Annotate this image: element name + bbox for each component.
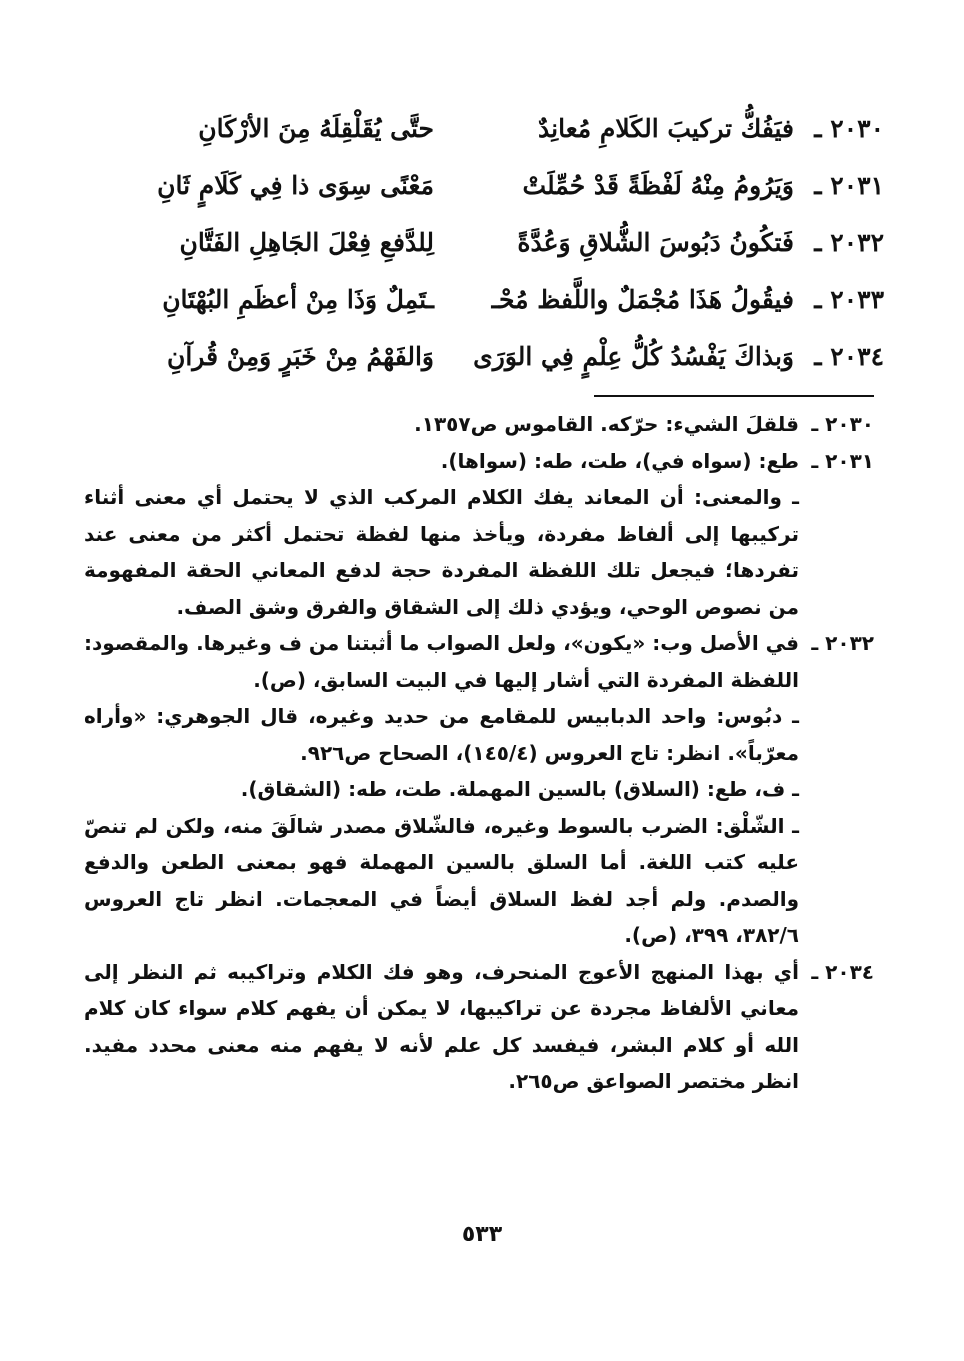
footnotes [84,406,874,1100]
footnote-paragraph: في الأصل وب: «يكون»، ولعل الصواب ما أثبتنا من ف وغيرها. والمقصود: اللفظة المفردة التي أشار إليها في البيت السابق، (ص). [84,631,799,692]
footnote-number: ٢٠٣٤ ـ [811,959,874,984]
footnote-number: ٢٠٣١ ـ [811,448,874,473]
footnote-body [84,954,799,1100]
footnote [84,954,874,1100]
verse-first-hemistich: وَبذاكَ يَفْسُدُ كُلُّ عِلْمٍ فِي الوَرَى [473,342,794,371]
verse-second-hemistich: حتَّى يُقَلْقِلَهُ مِنَ الأرْكَانِ [198,114,434,143]
footnote-paragraph: طع: (سواه في)، طت، طه: (سواها). [440,448,799,473]
verse-number: ٢٠٣٢ ـ [814,228,884,257]
footnote-separator [594,395,874,397]
page-number: ٥٣٣ [461,1222,503,1247]
footnote [84,406,874,443]
footnote-paragraph: ـ دبُوس: واحد الدبابيس للمقامع من حديد وغيره، قال الجوهري: «وأراه معرّباً». انظر: تاج العروس (١٤٥/٤)، الصحاح ص٩٢٦. [84,704,799,765]
verse-first-hemistich: فَتكُونُ دَبُوسَ الشُّلاقِ وَعُدَّةً [517,228,794,257]
footnote-paragraph: قلقلَ الشيء: حرّكه. القاموس ص١٣٥٧. [414,412,799,436]
verse-first-hemistich: فيَفُكُّ تركيبَ الكَلامِ مُعانِدٌ [538,114,794,143]
footnote-body [84,625,799,954]
verse-first-hemistich: وَيَرُومُ مِنْهُ لَفْظَةً قَدْ حُمِّلَتْ [522,171,794,200]
verse-number: ٢٠٣٣ ـ [814,285,884,314]
poem-verses [64,100,884,385]
verse-number: ٢٠٣١ ـ [814,171,884,200]
verse-second-hemistich: لِلدَّفعِ فِعْلَ الجَاهِلِ الفَتَّانِ [179,228,434,257]
verse-line [64,328,884,385]
verse-second-hemistich: مَعْنًى سِوَى ذا فِي كَلَامٍ ثَانِ [157,171,434,200]
verse-second-hemistich: وَالفَهْمُ مِنْ خَبَرٍ وَمِنْ قُرآنِ [166,342,434,371]
footnote-number: ٢٠٣٢ ـ [811,631,874,655]
footnote-paragraph: أي بهذا المنهج الأعوج المنحرف، وهو فك الكلام وتراكيبه ثم النظر إلى معاني الألفاظ مجردة عن تراكيبها، لا يمكن أن يفهم كلام سواء كان كلام الله أو كلام البشر، فيفسد كل علم لأنه لا يفهم منه معنى محدد مفيد. انظر مختصر الصواعق ص٢٦٥. [84,959,799,1093]
verse-number: ٢٠٣٠ ـ [814,114,884,143]
footnote-paragraph: ـ ف، طع: (السلاق) بالسين المهملة. طت، طه: (الشقاق). [240,777,799,801]
footnote-number: ٢٠٣٠ ـ [811,412,874,436]
verse-number: ٢٠٣٤ ـ [814,342,884,371]
verse-second-hemistich: ـتَمِلٌ وَذَا مِنْ أعظَمِ البُهْتَانِ [162,285,434,314]
verse-line [64,100,884,157]
verse-first-hemistich: فيقُولُ هَذَا مُجْمَلٌ واللَّفظ مُحْـ [491,285,794,314]
footnote-paragraph: ـ الشّلْق: الضرب بالسوط وغيره، فالشّلاق مصدر شالَقَ منه، ولكن لم تنصّ عليه كتب اللغة. أما السلق بالسين المهملة فهو بمعنى الطعن والدفع والصدم. ولم أجد لفظ السلاق أيضاً في المعجمات. انظر تاج العروس ٣٨٢/٦، ٣٩٩، (ص). [84,813,799,947]
footnote-body [84,406,799,443]
verse-line [64,271,884,328]
footnote-paragraph: ـ والمعنى: أن المعاند يفك الكلام المركب الذي لا يحتمل أي معنى أثناء تركيبها إلى ألفاظ مفردة، ويأخذ منها لفظة تحتمل أكثر من معنى عند تفردها؛ فيجعل تلك اللفظة المفردة حجة لدفع المعاني الحقة المفهومة من نصوص الوحي، ويؤدي ذلك إلى الشقاق والفرق وشق الصف. [84,485,799,619]
footnote-body [84,443,799,626]
footnote [84,443,874,626]
verse-line [64,214,884,271]
verse-line [64,157,884,214]
footnote [84,625,874,954]
